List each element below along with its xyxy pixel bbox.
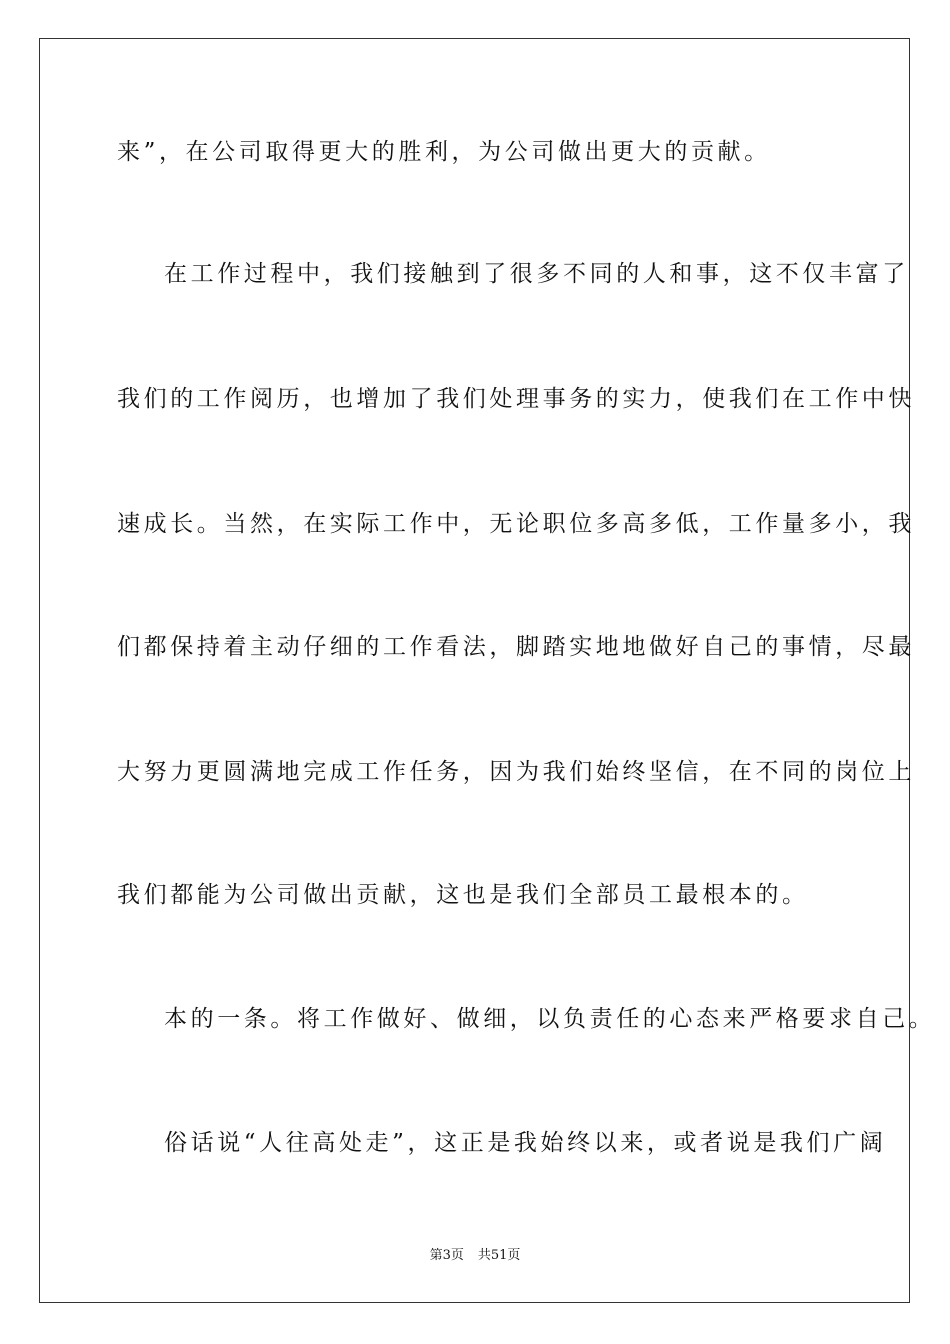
page-frame xyxy=(39,38,910,1303)
page-footer xyxy=(0,1247,950,1265)
text-line-9: 俗话说“人往高处走”，这正是我始终以来，或者说是我们广阔 xyxy=(164,1130,887,1156)
text-line-8: 本的一条。将工作做好、做细，以负责任的心态来严格要求自己。 xyxy=(164,1006,936,1032)
text-line-2: 在工作过程中，我们接触到了很多不同的人和事，这不仅丰富了 xyxy=(164,261,909,287)
page-total: 共51页 xyxy=(477,1248,521,1263)
text-line-6: 大努力更圆满地完成工作任务，因为我们始终坚信，在不同的岗位上 xyxy=(117,759,915,785)
text-line-5: 们都保持着主动仔细的工作看法，脚踏实地地做好自己的事情，尽最 xyxy=(117,634,915,660)
text-line-7: 我们都能为公司做出贡献，这也是我们全部员工最根本的。 xyxy=(117,882,809,908)
page-number: 第3页 xyxy=(429,1248,464,1263)
text-line-3: 我们的工作阅历，也增加了我们处理事务的实力，使我们在工作中快 xyxy=(117,386,915,412)
text-line-1: 来”，在公司取得更大的胜利，为公司做出更大的贡献。 xyxy=(117,139,771,165)
text-line-4: 速成长。当然，在实际工作中，无论职位多高多低，工作量多小，我 xyxy=(117,511,915,537)
